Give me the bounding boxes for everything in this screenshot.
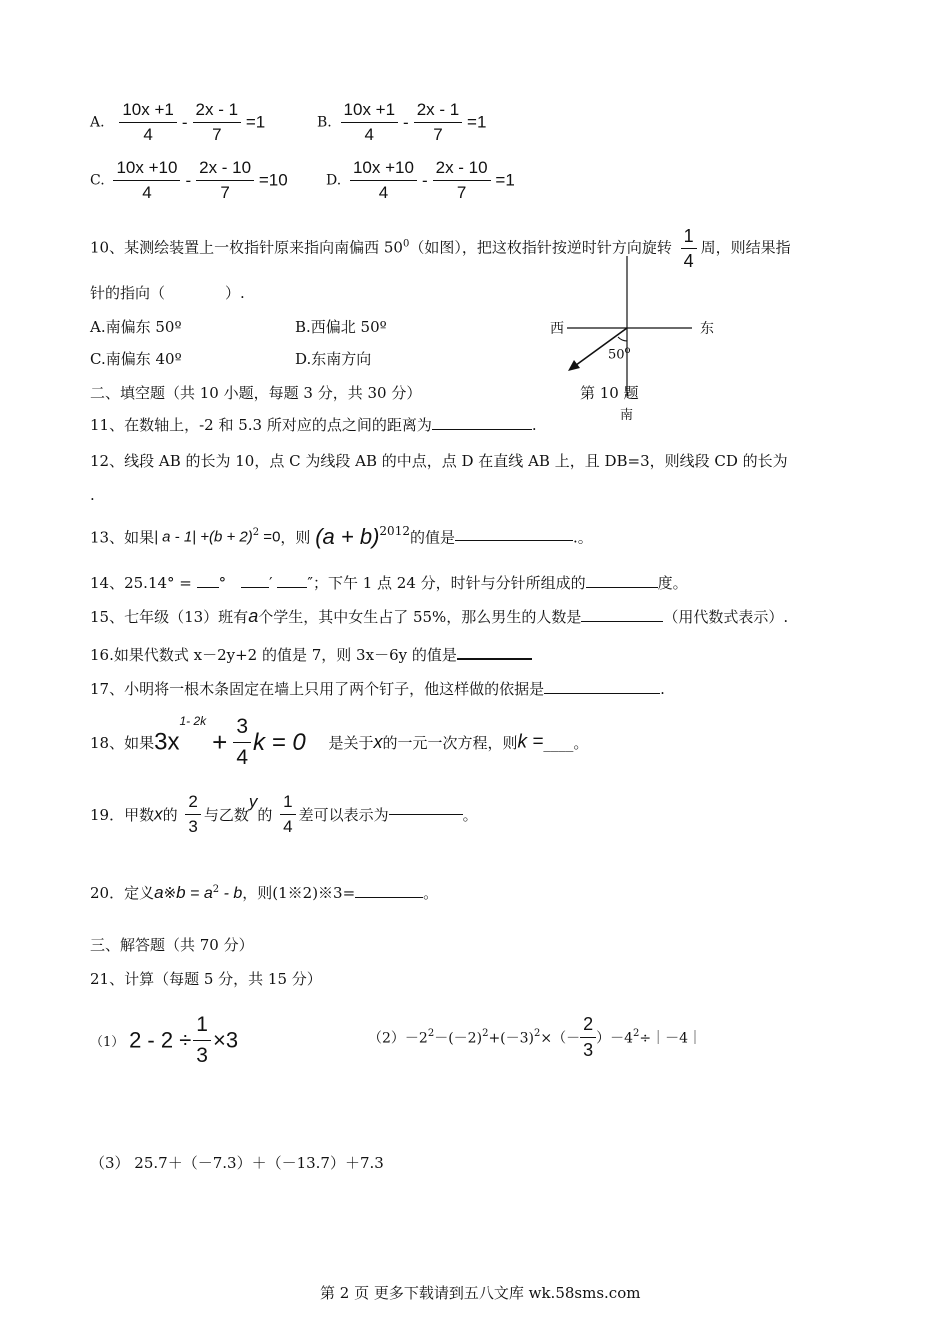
denominator: 3 xyxy=(196,1044,208,1067)
page-footer: 第 2 页 更多下载请到五八文库 wk.58sms.com xyxy=(320,1284,641,1302)
square-sup: 2 xyxy=(212,884,220,895)
variable-b: b xyxy=(176,883,186,902)
q19-text: 的 xyxy=(257,806,273,824)
q20-definition: = a xyxy=(185,885,213,902)
fraction-three-quarters xyxy=(233,714,251,771)
q21-1-rhs: ×3 xyxy=(212,1027,239,1053)
numerator: 2x - 1 xyxy=(414,100,463,123)
q18 xyxy=(90,714,588,771)
figure-caption: 第 10 题 xyxy=(580,384,639,402)
variable-x: x xyxy=(373,732,383,752)
q9-option-c xyxy=(90,158,288,203)
q18-base: 3x xyxy=(154,728,180,756)
answer-blank[interactable] xyxy=(455,540,573,541)
numerator: 1 xyxy=(193,1012,211,1041)
answer-blank[interactable] xyxy=(544,693,660,694)
q18-text: 的一元一次方程，则 xyxy=(382,734,518,752)
q14-text: 14、25.14° = xyxy=(90,574,197,592)
q19-end: 。 xyxy=(462,806,478,824)
q9-option-a xyxy=(90,100,265,145)
q12: 12、线段 AB 的长为 10，点 C 为线段 AB 的中点，点 D 在直线 AB 上，且 DB=3，则线段 CD 的长为 xyxy=(90,452,788,470)
plus-sign: + xyxy=(212,727,228,757)
q20-definition-tail: - b xyxy=(219,885,243,902)
q10-option-d: D.东南方向 xyxy=(295,350,372,368)
variable-a: a xyxy=(248,606,259,626)
square-sup: 2 xyxy=(252,527,260,538)
q20-text: ，则(1※2)※3= xyxy=(242,884,356,902)
numerator: 10x +1 xyxy=(341,100,399,123)
q18-text: 18、如果 xyxy=(90,734,155,752)
q15-text: 15、七年级（13）班有 xyxy=(90,608,249,626)
q19-text: 19．甲数 xyxy=(90,806,155,824)
q10-text: （如图），把这枚指针按逆时针方向旋转 xyxy=(409,238,672,257)
expr: ÷｜－4｜ xyxy=(639,1030,703,1047)
q20-text: 20．定义 xyxy=(90,884,155,902)
q18-tail: k = 0 xyxy=(253,728,306,756)
numerator: 2 xyxy=(185,792,200,815)
fraction xyxy=(341,100,399,145)
compass-angle-label xyxy=(608,345,631,362)
custom-operator: ※ xyxy=(163,884,177,902)
denominator: 7 xyxy=(456,183,467,202)
answer-blank[interactable] xyxy=(457,658,532,660)
denominator: 4 xyxy=(378,183,389,202)
q21-part1 xyxy=(90,1012,238,1069)
fraction-two-thirds xyxy=(580,1014,596,1061)
numerator: 10x +1 xyxy=(119,100,177,123)
minus-sign: - xyxy=(403,112,409,132)
variable-a: a xyxy=(154,883,164,902)
numerator: 3 xyxy=(233,714,251,743)
k-equals: k = xyxy=(517,731,544,753)
answer-blank[interactable] xyxy=(355,897,423,898)
q13-power: 2012 xyxy=(379,524,410,538)
numerator: 2x - 10 xyxy=(196,158,254,181)
q21-heading: 21、计算（每题 5 分，共 15 分） xyxy=(90,970,322,988)
denominator: 4 xyxy=(143,125,153,144)
square-sup: 2 xyxy=(633,1027,640,1039)
q17-text: 17、小明将一根木条固定在墙上只用了两个钉子，他这样做的依据是 xyxy=(90,680,545,698)
expr: ×（－ xyxy=(540,1030,581,1047)
q11-end: . xyxy=(531,416,537,434)
q14-text: ；下午 1 点 24 分，时针与分针所组成的 xyxy=(312,574,586,592)
square-sup: 2 xyxy=(482,1027,489,1039)
answer-blank[interactable] xyxy=(389,814,463,815)
fraction xyxy=(113,158,180,203)
fraction-one-quarter xyxy=(280,792,295,837)
q15 xyxy=(90,606,788,627)
fraction xyxy=(193,100,242,145)
q21-part2 xyxy=(368,1014,702,1061)
square-sup: 2 xyxy=(534,1027,541,1039)
q15-end: （用代数式表示）. xyxy=(663,608,789,626)
q19-text: 的 xyxy=(162,806,178,824)
q15-text: 个学生，其中女生占了 55%，那么男生的人数是 xyxy=(258,608,582,626)
q10-option-a: A.南偏东 50º xyxy=(90,318,182,336)
q10-line2: 针的指向（ ）. xyxy=(90,284,245,302)
q20 xyxy=(90,882,438,903)
denominator: 3 xyxy=(188,817,198,836)
denominator: 4 xyxy=(142,183,152,202)
arrow-head xyxy=(568,360,580,371)
q18-text: 是关于 xyxy=(328,734,374,752)
denominator: 3 xyxy=(583,1040,594,1060)
fraction xyxy=(196,158,254,203)
q13 xyxy=(90,524,593,550)
q16-text: 16.如果代数式 x－2y+2 的值是 7，则 3x－6y 的值是 xyxy=(90,646,457,664)
q13-eq0: =0 xyxy=(259,528,281,546)
denominator: 4 xyxy=(283,817,293,836)
section-2-heading: 二、填空题（共 10 小题，每题 3 分，共 30 分） xyxy=(90,384,422,402)
q10-option-b: B.西偏北 50º xyxy=(295,318,387,336)
square-sup: 2 xyxy=(427,1027,435,1039)
degree-symbol: ° xyxy=(218,574,227,592)
numerator: 1 xyxy=(681,226,697,249)
fraction-one-third xyxy=(193,1012,211,1069)
fraction-two-thirds xyxy=(185,792,200,837)
variable-y: y xyxy=(248,792,258,811)
fraction xyxy=(119,100,177,145)
minus-sign: - xyxy=(181,112,188,132)
q13-paren-expr: (a + b) xyxy=(315,524,380,549)
expr: －(－2) xyxy=(434,1030,483,1047)
q19-text: 与乙数 xyxy=(203,806,249,824)
q11 xyxy=(90,414,537,435)
compass-east-label: 东 xyxy=(700,321,714,337)
q9-option-b xyxy=(317,100,486,145)
angle-value: 50 xyxy=(608,347,625,363)
q13-text: ，则 xyxy=(280,528,311,547)
denominator: 4 xyxy=(683,251,694,271)
option-label: B. xyxy=(317,114,332,131)
minus-sign: - xyxy=(421,170,428,190)
q18-exponent: 1- 2k xyxy=(179,714,207,728)
option-label: D. xyxy=(326,172,342,189)
fraction xyxy=(414,100,463,145)
denominator: 4 xyxy=(236,746,249,769)
expr: +(－3) xyxy=(488,1030,534,1047)
section-3-heading: 三、解答题（共 70 分） xyxy=(90,936,254,954)
numerator: 10x +10 xyxy=(350,158,417,181)
q11-text: 11、在数轴上，-2 和 5.3 所对应的点之间的距离为 xyxy=(90,416,432,434)
q9-option-d xyxy=(326,158,515,203)
equation-rhs: =10 xyxy=(258,170,288,190)
numerator: 1 xyxy=(280,792,295,815)
q13-end: .。 xyxy=(572,528,593,547)
compass-south-label: 南 xyxy=(620,408,634,423)
q10-text: 10、某测绘装置上一枚指针原来指向南偏西 50 xyxy=(90,238,403,257)
q13-text: 13、如果 xyxy=(90,528,155,547)
equation-rhs: =1 xyxy=(495,170,515,190)
denominator: 7 xyxy=(212,125,222,144)
q20-end: 。 xyxy=(423,884,439,902)
q21-part3: （3） 25.7＋（－7.3）＋（－13.7）＋7.3 xyxy=(90,1154,384,1172)
q19-text: 差可以表示为 xyxy=(298,806,389,824)
q17 xyxy=(90,678,665,699)
q17-end: . xyxy=(660,680,665,698)
compass-west-label: 西 xyxy=(550,321,564,337)
q18-end: ____。 xyxy=(543,734,589,752)
variable-x: x xyxy=(154,804,163,824)
numerator: 2 xyxy=(580,1014,596,1038)
expr: －2 xyxy=(404,1030,428,1047)
q19 xyxy=(90,792,478,837)
q16 xyxy=(90,644,532,665)
answer-blank[interactable] xyxy=(432,429,532,430)
seconds-blank[interactable] xyxy=(277,587,307,588)
expr: ）－4 xyxy=(596,1030,634,1047)
q21-1-lhs: 2 - 2 ÷ xyxy=(129,1027,192,1053)
option-label: A. xyxy=(90,114,105,131)
answer-blank[interactable] xyxy=(581,621,663,622)
minute-symbol: ′ xyxy=(269,574,273,592)
angle-arc xyxy=(618,337,627,341)
degree-sup: o xyxy=(624,345,631,356)
part-label: （2） xyxy=(368,1030,405,1047)
denominator: 7 xyxy=(220,183,230,202)
q14-end: 度。 xyxy=(657,574,688,592)
part-label: （1） xyxy=(90,1035,125,1050)
q14 xyxy=(90,572,688,593)
degree-sup: 0 xyxy=(402,238,410,250)
denominator: 7 xyxy=(433,125,443,144)
option-label: C. xyxy=(90,172,105,189)
q10-text: 周，则结果指 xyxy=(700,238,791,257)
q12-line2: . xyxy=(90,486,95,504)
q10-option-c: C.南偏东 40º xyxy=(90,350,182,368)
answer-blank[interactable] xyxy=(586,587,658,588)
q13-text: 的值是 xyxy=(409,528,455,547)
numerator: 10x +10 xyxy=(113,158,180,181)
fraction xyxy=(350,158,417,203)
equation-rhs: =1 xyxy=(467,112,487,132)
numerator: 2x - 1 xyxy=(193,100,242,123)
minutes-blank[interactable] xyxy=(241,587,269,588)
q13-expression: | a - 1| +(b + 2) xyxy=(154,528,253,546)
numerator: 2x - 10 xyxy=(433,158,491,181)
denominator: 4 xyxy=(364,125,375,144)
minus-sign: - xyxy=(185,170,192,190)
second-symbol: ″ xyxy=(307,574,313,592)
fraction xyxy=(433,158,491,203)
equation-rhs: =1 xyxy=(245,112,266,132)
degrees-blank[interactable] xyxy=(197,587,219,588)
